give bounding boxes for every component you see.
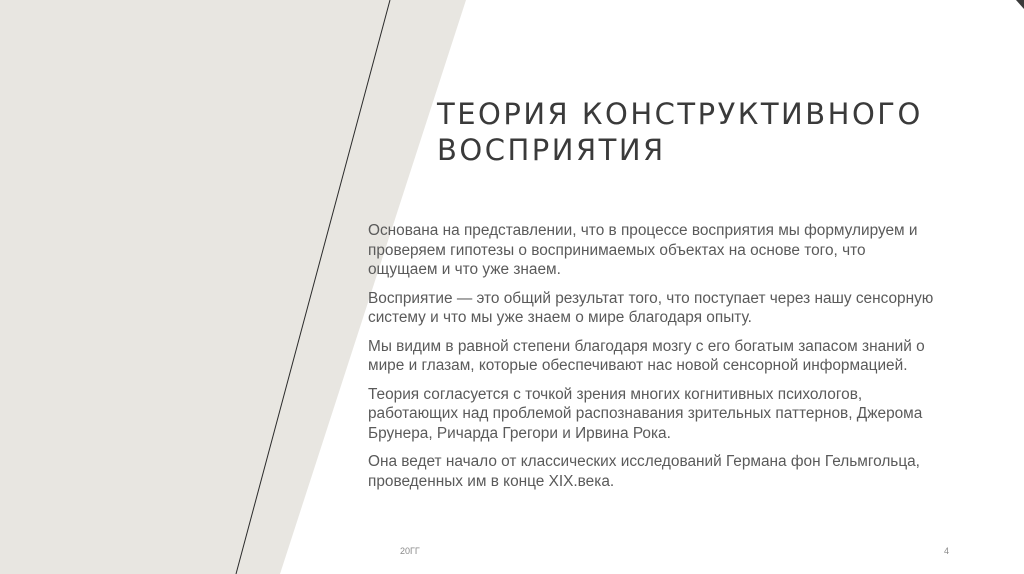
paragraph: Она ведет начало от классических исследований Германа фон Гельмгольца, проведенных им в конце XIX.века.	[368, 453, 920, 490]
paragraph: Мы видим в равной степени благодаря мозгу с его богатым запасом знаний о мире и глазам, которые обеспечивают нас новой сенсорной информацией.	[368, 337, 925, 374]
paragraph: Основана на представлении, что в процессе восприятия мы формулируем и проверяем гипотезы о воспринимаемых объектах на основе того, что ощущаем и что уже знаем.	[368, 222, 918, 278]
corner-triangle	[1016, 0, 1024, 9]
slide-title	[437, 96, 997, 168]
title-line-2: ВОСПРИЯТИЯ	[437, 133, 666, 167]
slide-body	[368, 221, 938, 500]
title-line-1: ТЕОРИЯ КОНСТРУКТИВНОГО	[437, 97, 923, 131]
page-number: 4	[944, 546, 950, 556]
paragraph: Теория согласуется с точкой зрения многих когнитивных психологов, работающих над проблемой распознавания зрительных паттернов, Джерома Брунера, Ричарда Грегори и Ирвина Рока.	[368, 385, 923, 442]
paragraph: Восприятие — это общий результат того, что поступает через нашу сенсорную систему и что мы уже знаем о мире благодаря опыту.	[368, 289, 934, 326]
footer-date: 20ГГ	[400, 546, 420, 556]
